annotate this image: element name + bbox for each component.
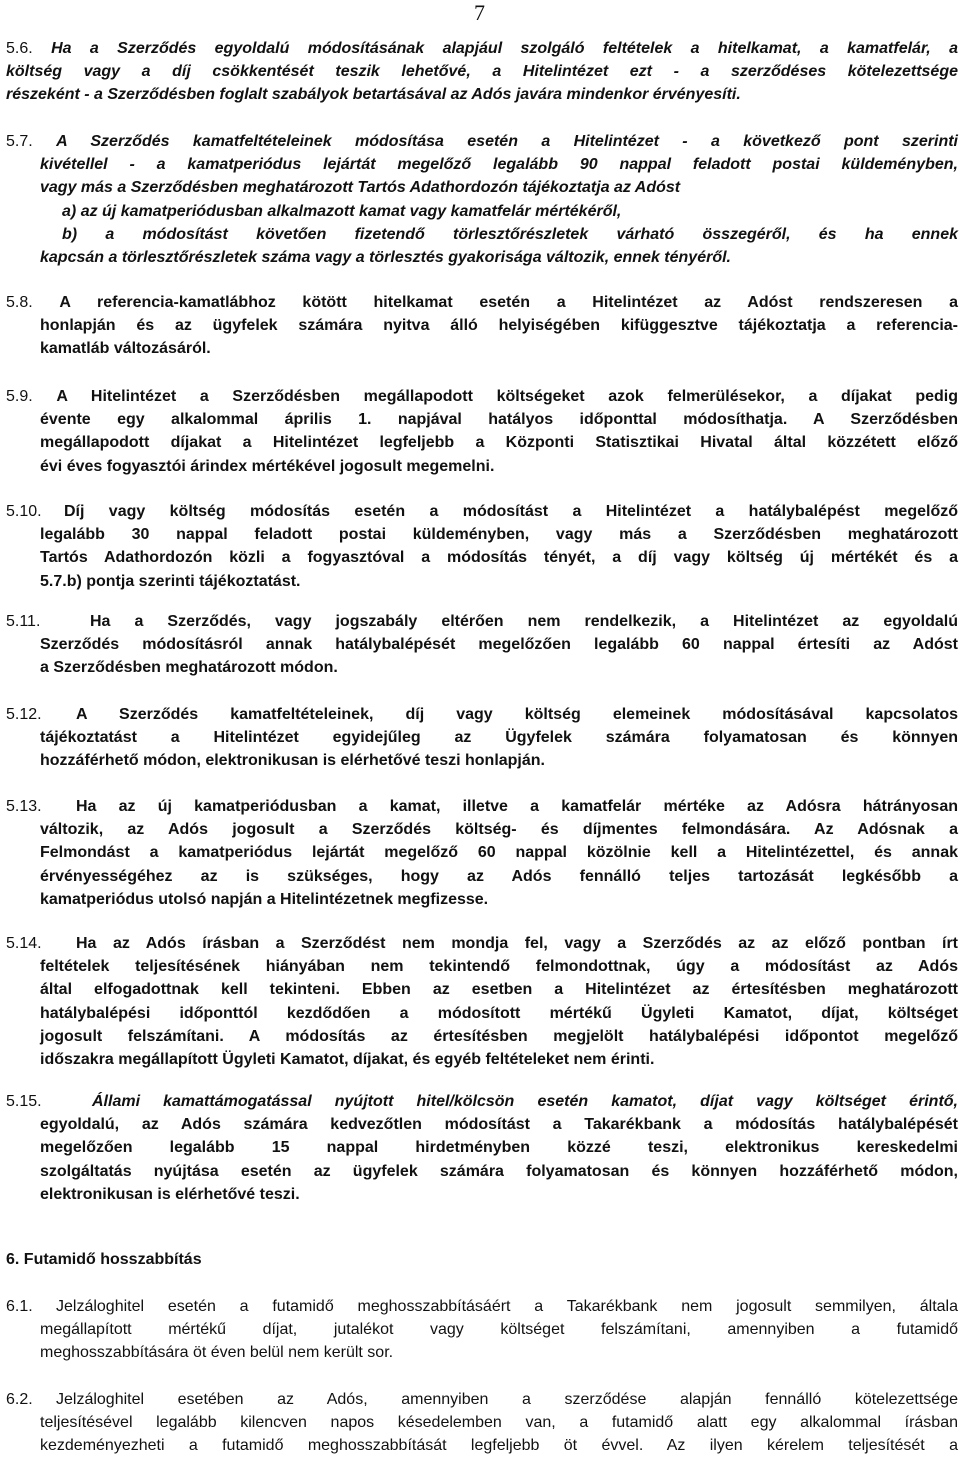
section-6-2 (6, 1388, 958, 1458)
section-5-9 (6, 385, 958, 478)
section-number: 5.7. (6, 133, 33, 150)
section-number: 5.15. (6, 1093, 42, 1110)
list-marker: b) (62, 225, 78, 243)
text-line: a módosítást követően fizetendő törlesztőrészletek várható összegéről, és ha ennek (105, 225, 958, 243)
text-line: Felmondást a kamatperiódus lejártát megelőző 60 nappal közölnie kell a Hitelintézettel, és annak (40, 844, 958, 862)
text-line: jogosult felszámítani. A módosítás az értesítésben megjelölt hatálybalépési időpontot megelőző (40, 1027, 958, 1045)
text-line: kapcsán a törlesztőrészletek száma vagy a törlesztés gyakorisága változik, ennek tényéről. (40, 249, 731, 267)
section-number: 5.14. (6, 935, 42, 952)
text-line: hatálybalépési időponttól kezdődően a módosított mértékű Ügyleti Kamatot, díjat, költséget (40, 1004, 958, 1022)
text-line: A Szerződés kamatfeltételeinek, díj vagy költség elemeinek módosításával kapcsolatos (76, 706, 958, 723)
text-line: honlapján és az ügyfelek számára nyitva álló helyiségében kifüggesztve tájékoztatja a referencia- (40, 317, 958, 335)
text-line: által elfogadottnak kell tekinteni. Ebben az esetben a Hitelintézet az értesítésben meghatározott (40, 981, 958, 999)
text-line: kamatperiódus utolsó napján a Hitelintézetnek megfizesse. (40, 890, 489, 908)
section-number: 6.1. (6, 1298, 33, 1315)
section-5-12 (6, 703, 958, 773)
text-line: Jelzáloghitel esetén a futamidő meghosszabbításáért a Takarékbank nem jogosult semmilyen, általa (56, 1298, 958, 1315)
text-line: évente egy alkalommal április 1. napjával hatályos időponttal módosíthatja. A Szerződésben (40, 411, 958, 429)
section-number: 5.6. (6, 40, 33, 57)
section-5-14 (6, 932, 958, 1071)
text-line: meghosszabbítására öt éven belül nem került sor. (40, 1344, 394, 1362)
text-line: A Szerződés kamatfeltételeinek módosítása esetén a Hitelintézet - a következő pont szerinti (56, 133, 959, 150)
section-6-1 (6, 1295, 958, 1365)
text-line: 5.7.b) pontja szerinti tájékoztatást. (40, 572, 301, 590)
text-line: szolgáltatás nyújtása esetén az ügyfelek számára folyamatosan és könnyen hozzáférhető módon, (40, 1162, 958, 1180)
text-line: Jelzáloghitel esetében az Adós, amennyiben a szerződése alapján fennálló kötelezettsége (56, 1391, 958, 1408)
text-line: tájékoztatást a Hitelintézet egyidejűleg az Ügyfelek számára folyamatosan és könnyen (40, 729, 958, 747)
text-line: vagy más a Szerződésben meghatározott Tartós Adathordozón tájékoztatja az Adóst (40, 179, 681, 197)
text-line: kamatláb változásáról. (40, 340, 211, 358)
text-line: hozzáférhető módon, elektronikusan is elérhetővé teszi honlapján. (40, 752, 545, 770)
text-line: időszakra megállapított Ügyleti Kamatot, díjakat, és egyéb feltételeket nem érinti. (40, 1051, 655, 1069)
text-line: kivétellel - a kamatperiódus lejártát megelőző legalább 90 nappal feladott postai küldeményben, (40, 156, 958, 174)
text-line: költség vagy a díj csökkentését teszik lehetővé, a Hitelintézet ezt - a szerződéses kötelezettsége (6, 63, 958, 81)
text-line: megállapodott díjakat a Hitelintézet legfeljebb a Központi Statisztikai Hivatal által közzétett előző (40, 434, 958, 452)
text-line: Ha az új kamatperiódusban a kamat, illetve a kamatfelár mértéke az Adósra hátrányosan (76, 798, 958, 815)
text-line: Díj vagy költség módosítás esetén a módosítást a Hitelintézet a hatálybalépést megelőző (64, 503, 958, 520)
text-line: legalább 30 nappal feladott postai küldeményben, vagy más a Szerződésben meghatározott (40, 526, 958, 544)
text-line (6, 1090, 958, 1113)
section-5-10 (6, 500, 958, 593)
text-line: évi éves fogyasztói árindex mértékével jogosult megemelni. (40, 457, 495, 475)
section-heading-6: 6. Futamidő hosszabbítás (6, 1251, 202, 1268)
section-5-8 (6, 291, 958, 361)
text-line: A Hitelintézet a Szerződésben megállapodott költségeket azok felmerülésekor, a díjakat pedig (56, 388, 958, 405)
text-line: kezdeményezheti a futamidő meghosszabbítását legfeljebb öt évvel. Az ilyen kérelem teljesítését a (40, 1437, 958, 1455)
section-number: 5.11. (6, 613, 41, 630)
text-line: Ha a Szerződés egyoldalú módosításának alapjául szolgáló feltételek a hitelkamat, a kamatfelár, a (51, 40, 958, 57)
text-line: az új kamatperiódusban alkalmazott kamat vagy kamatfelár mértékéről, (80, 202, 622, 220)
section-5-13 (6, 795, 958, 911)
section-5-15 (6, 1090, 958, 1206)
section-5-11 (6, 610, 958, 680)
text-line: Szerződés módosításról annak hatálybalépését megelőzően legalább 60 nappal értesíti az Adóst (40, 636, 958, 654)
section-number: 6.2. (6, 1391, 33, 1408)
section-number: 5.13. (6, 798, 42, 815)
text-line: A referencia-kamatlábhoz kötött hitelkamat esetén a Hitelintézet az Adóst rendszeresen a (59, 294, 958, 311)
text-line: részeként - a Szerződésben foglalt szabályok betartásával az Adós javára mindenkor érvényesíti. (6, 86, 741, 104)
text-line-italic: Állami kamattámogatással nyújtott hitel/kölcsön esetén kamatot, díjat vagy költséget érintő, (92, 1093, 958, 1110)
list-item (6, 200, 958, 223)
text-line: Tartós Adathordozón közli a fogyasztóval a módosítás tényét, a díj vagy költség új mértékét és a (40, 549, 958, 567)
section-number: 5.9. (6, 388, 33, 405)
section-5-7 (6, 130, 958, 269)
text-line: érvényességéhez az is szükséges, hogy az Adós fennálló teljes tartozását legkésőbb a (40, 867, 958, 885)
text-line: a Szerződésben meghatározott módon. (40, 659, 338, 677)
text-line: Ha a Szerződés, vagy jogszabály eltérően nem rendelkezik, a Hitelintézet az egyoldalú (90, 613, 958, 630)
page-number: 7 (474, 0, 485, 25)
section-number: 5.8. (6, 294, 33, 311)
section-number: 5.12. (6, 706, 42, 723)
text-line: Ha az Adós írásban a Szerződést nem mondja fel, vagy a Szerződés az az előző pontban írt (76, 935, 958, 952)
text-line: változik, az Adós jogosult a Szerződés költség- és díjmentes felmondására. Az Adósnak a (40, 821, 958, 839)
section-5-6 (6, 37, 958, 107)
section-number: 5.10. (6, 503, 42, 520)
text-line: egyoldalú, az Adós számára kedvezőtlen módosítást a Takarékbank a módosítás hatálybalépését (40, 1116, 958, 1134)
text-line: megállapított mértékű díjat, jutalékot vagy költséget felszámítani, amennyiben a futamidő (40, 1321, 958, 1339)
text-line: teljesítésével legalább kilencven napos késedelemben van, a futamidő alatt egy alkalommal írásban (40, 1414, 958, 1432)
text-line: feltételek teljesítésének hiányában nem tekintendő felmondottnak, úgy a módosítást az Adós (40, 958, 958, 976)
list-item (6, 223, 958, 246)
text-line: megelőzően legalább 15 nappal hirdetményben közzé teszi, elektronikus kereskedelmi (40, 1139, 958, 1157)
text-line: elektronikusan is elérhetővé teszi. (40, 1185, 300, 1203)
list-marker: a) (62, 202, 77, 220)
